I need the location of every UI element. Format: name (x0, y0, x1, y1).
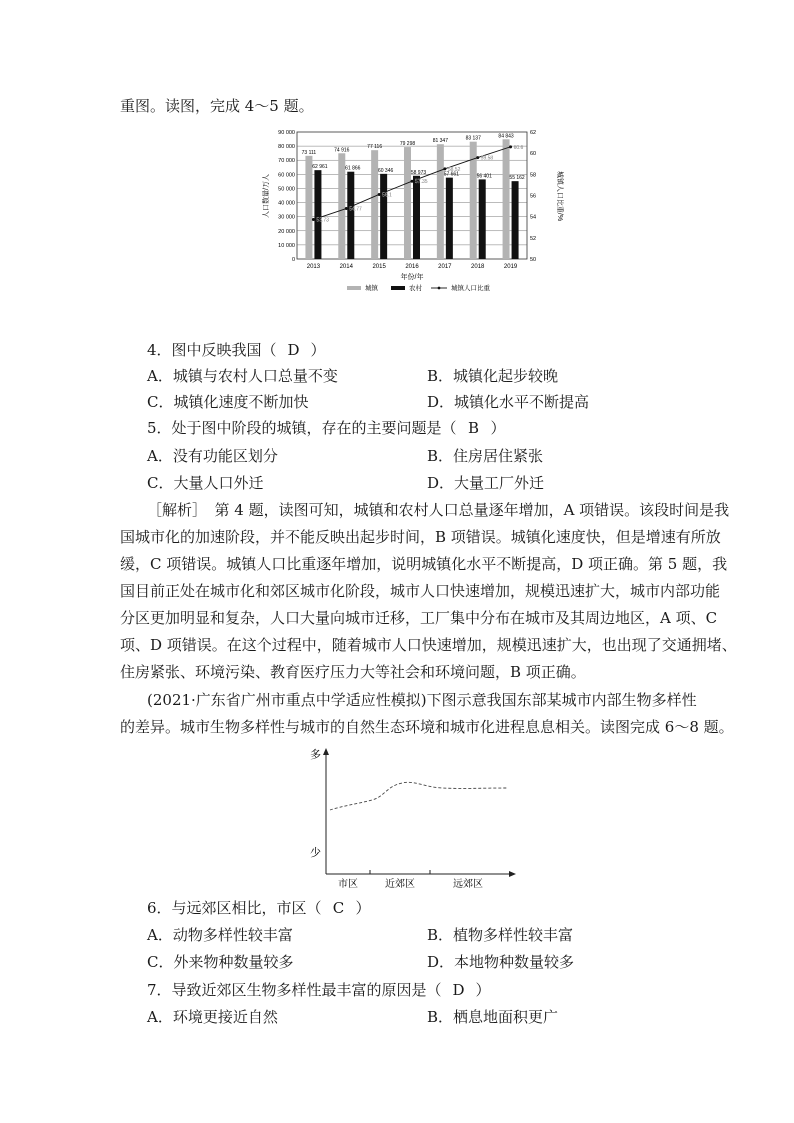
q5-option-c: C．大量人口外迁 (147, 474, 264, 492)
urban-bar (437, 144, 444, 259)
right-tick-label: 54 (530, 214, 537, 221)
analysis-line: 国目前正处在城市化和郊区城市化阶段，城市人口快速增加，规模迅速扩大，城市内部功能 (120, 582, 721, 600)
y-axis-arrow (323, 748, 329, 755)
biodiversity-chart (302, 742, 522, 892)
q6-option-a: A．动物多样性较丰富 (147, 926, 293, 944)
left-tick-label: 60 000 (278, 172, 295, 179)
rural-value-label: 56 401 (476, 173, 492, 180)
context-line: 的差异。城市生物多样性与城市的自然生态环境和城市化进程息息相关。读图完成 6～8 题。 (120, 718, 734, 736)
left-axis-label: 人口数量/万人 (263, 174, 270, 218)
q6-option-c: C．外来物种数量较多 (147, 953, 294, 971)
right-tick-label: 58 (530, 172, 537, 179)
urban-ratio-label: 57.35 (415, 179, 428, 186)
q7-option-b: B．栖息地面积更广 (427, 1008, 559, 1026)
left-tick-label: 0 (291, 257, 295, 263)
urban-value-label: 84 843 (498, 133, 514, 140)
urban-ratio-point (345, 207, 348, 210)
q7-answer: D (452, 981, 465, 999)
legend-rural-label: 农村 (409, 285, 422, 292)
urban-bar (404, 147, 411, 259)
legend-urban-label: 城镇 (365, 285, 378, 292)
x-axis-label: 年份/年 (400, 274, 424, 281)
urban-value-label: 77 116 (367, 144, 383, 151)
q4-option-c: C．城镇化速度不断加快 (147, 393, 309, 411)
x-tick-label: 2017 (438, 264, 452, 270)
urban-ratio-point (476, 156, 479, 159)
left-tick-label: 40 000 (278, 200, 295, 207)
urban-bar (305, 156, 312, 259)
q6-answer: C (332, 899, 345, 917)
q4-answer: D (287, 341, 300, 359)
y-bottom-label: 少 (310, 847, 321, 859)
intro-text: 重图。读图，完成 4～5 题。 (120, 97, 314, 115)
left-tick-label: 30 000 (278, 214, 295, 221)
rural-bar (479, 179, 486, 259)
rural-value-label: 60 346 (377, 167, 394, 174)
q4-option-a: A．城镇与农村人口总量不变 (147, 367, 338, 385)
right-tick-label: 62 (530, 130, 537, 136)
x-axis-arrow (509, 871, 516, 877)
q6-option-d: D．本地物种数量较多 (427, 953, 575, 971)
rural-bar (380, 174, 387, 259)
rural-value-label: 62 961 (312, 164, 328, 171)
urban-ratio-label: 53.73 (316, 217, 329, 224)
analysis-line: ［解析］ 第 4 题，读图可知，城镇和农村人口总量逐年增加，A 项错误。该段时间是我 (147, 501, 730, 519)
urban-ratio-point (378, 193, 381, 196)
y-top-label: 多 (310, 749, 321, 761)
q5-option-b: B．住房居住紧张 (427, 447, 544, 465)
x-label-urban: 市区 (338, 879, 358, 890)
urban-ratio-label: 54.77 (349, 206, 362, 213)
q5-answer: B (468, 419, 480, 437)
urban-ratio-point (443, 167, 446, 170)
q6-option-b: B．植物多样性较丰富 (427, 926, 574, 944)
urban-ratio-label: 59.58 (480, 155, 494, 162)
right-axis-label: 城镇人口比重/% (556, 170, 563, 222)
chart-frame (297, 132, 527, 259)
rural-bar (512, 181, 519, 259)
q7-stem (147, 980, 491, 1000)
population-chart (262, 124, 562, 324)
q5-option-d: D．大量工厂外迁 (427, 474, 545, 492)
urban-ratio-point (312, 218, 315, 221)
q7-stem-text: 7．导致近郊区生物多样性最丰富的原因是（ (147, 981, 442, 999)
biodiversity-curve (330, 782, 507, 810)
right-tick-label: 50 (530, 257, 537, 263)
left-tick-label: 70 000 (278, 158, 295, 165)
rural-bar (347, 172, 354, 259)
analysis-line: 缓，C 项错误。城镇人口比重逐年增加，说明城镇化水平不断提高，D 项正确。第 5 题，我 (120, 555, 728, 573)
urban-value-label: 79 298 (399, 141, 416, 148)
x-tick-label: 2016 (405, 264, 419, 270)
urban-value-label: 83 137 (465, 135, 481, 142)
rural-value-label: 61 866 (345, 165, 361, 172)
right-tick-label: 52 (530, 235, 537, 242)
legend-ratio-marker (438, 287, 441, 290)
q5-close: ） (490, 419, 506, 437)
analysis-line: 分区更加明显和复杂，人口大量向城市迁移，工厂集中分布在城市及其周边地区，A 项、C (120, 609, 718, 627)
legend-rural-swatch (391, 286, 405, 290)
q6-stem (147, 898, 371, 918)
legend (347, 283, 491, 292)
rural-bar (446, 178, 453, 259)
q7-close: ） (475, 981, 491, 999)
q6-stem-text: 6．与远郊区相比，市区（ (147, 899, 322, 917)
x-tick-label: 2018 (471, 264, 485, 270)
x-tick-label: 2013 (306, 264, 321, 270)
x-label-near-suburb: 近郊区 (385, 879, 415, 890)
urban-value-label: 74 916 (334, 147, 350, 154)
urban-bar (503, 139, 510, 259)
rural-value-label: 55 162 (509, 175, 525, 182)
x-tick-label: 2014 (339, 264, 353, 270)
urban-ratio-label: 58.52 (447, 166, 461, 173)
rural-bar (413, 176, 420, 259)
legend-urban-swatch (347, 286, 361, 290)
urban-bar (371, 150, 378, 259)
urban-value-label: 73 111 (301, 149, 317, 156)
left-tick-label: 50 000 (278, 186, 295, 193)
q5-stem-text: 5．处于图中阶段的城镇，存在的主要问题是（ (147, 419, 457, 437)
x-label-far-suburb: 远郊区 (453, 879, 483, 890)
context-line: (2021·广东省广州市重点中学适应性模拟)下图示意我国东部某城市内部生物多样性 (147, 691, 697, 709)
q5-option-a: A．没有功能区划分 (147, 447, 278, 465)
right-tick-label: 60 (530, 151, 537, 158)
left-tick-label: 80 000 (278, 144, 295, 151)
x-tick-label: 2019 (503, 264, 518, 270)
urban-ratio-label: 60.6 (513, 144, 524, 151)
urban-value-label: 81 347 (432, 138, 449, 145)
q5-stem (147, 418, 506, 438)
rural-value-label: 58 973 (410, 169, 427, 176)
left-tick-label: 10 000 (278, 242, 295, 249)
q7-option-a: A．环境更接近自然 (147, 1008, 278, 1026)
q4-option-d: D．城镇化水平不断提高 (427, 393, 590, 411)
x-tick-label: 2015 (372, 264, 386, 270)
urban-ratio-point (509, 145, 512, 148)
urban-ratio-point (411, 180, 414, 183)
right-tick-label: 56 (530, 193, 537, 200)
urban-ratio-label: 56.1 (382, 192, 392, 199)
q6-close: ） (355, 899, 371, 917)
legend-ratio-label: 城镇人口比重 (451, 285, 490, 292)
analysis-line: 住房紧张、环境污染、教育医疗压力大等社会和环境问题，B 项正确。 (120, 663, 586, 681)
q4-stem-text: 4．图中反映我国（ (147, 341, 277, 359)
left-tick-label: 20 000 (278, 228, 295, 235)
rural-bar (314, 170, 321, 259)
rural-value-label: 57 661 (443, 171, 460, 178)
q4-option-b: B．城镇化起步较晚 (427, 367, 559, 385)
analysis-line: 项、D 项错误。在这个过程中，随着城市人口快速增加，规模迅速扩大，也出现了交通拥堵、 (120, 636, 737, 654)
left-tick-label: 90 000 (278, 130, 295, 136)
q4-stem (147, 340, 326, 360)
analysis-line: 国城市化的加速阶段，并不能反映出起步时间，B 项错误。城镇化速度快，但是增速有所放 (120, 528, 721, 546)
q4-close: ） (310, 341, 326, 359)
